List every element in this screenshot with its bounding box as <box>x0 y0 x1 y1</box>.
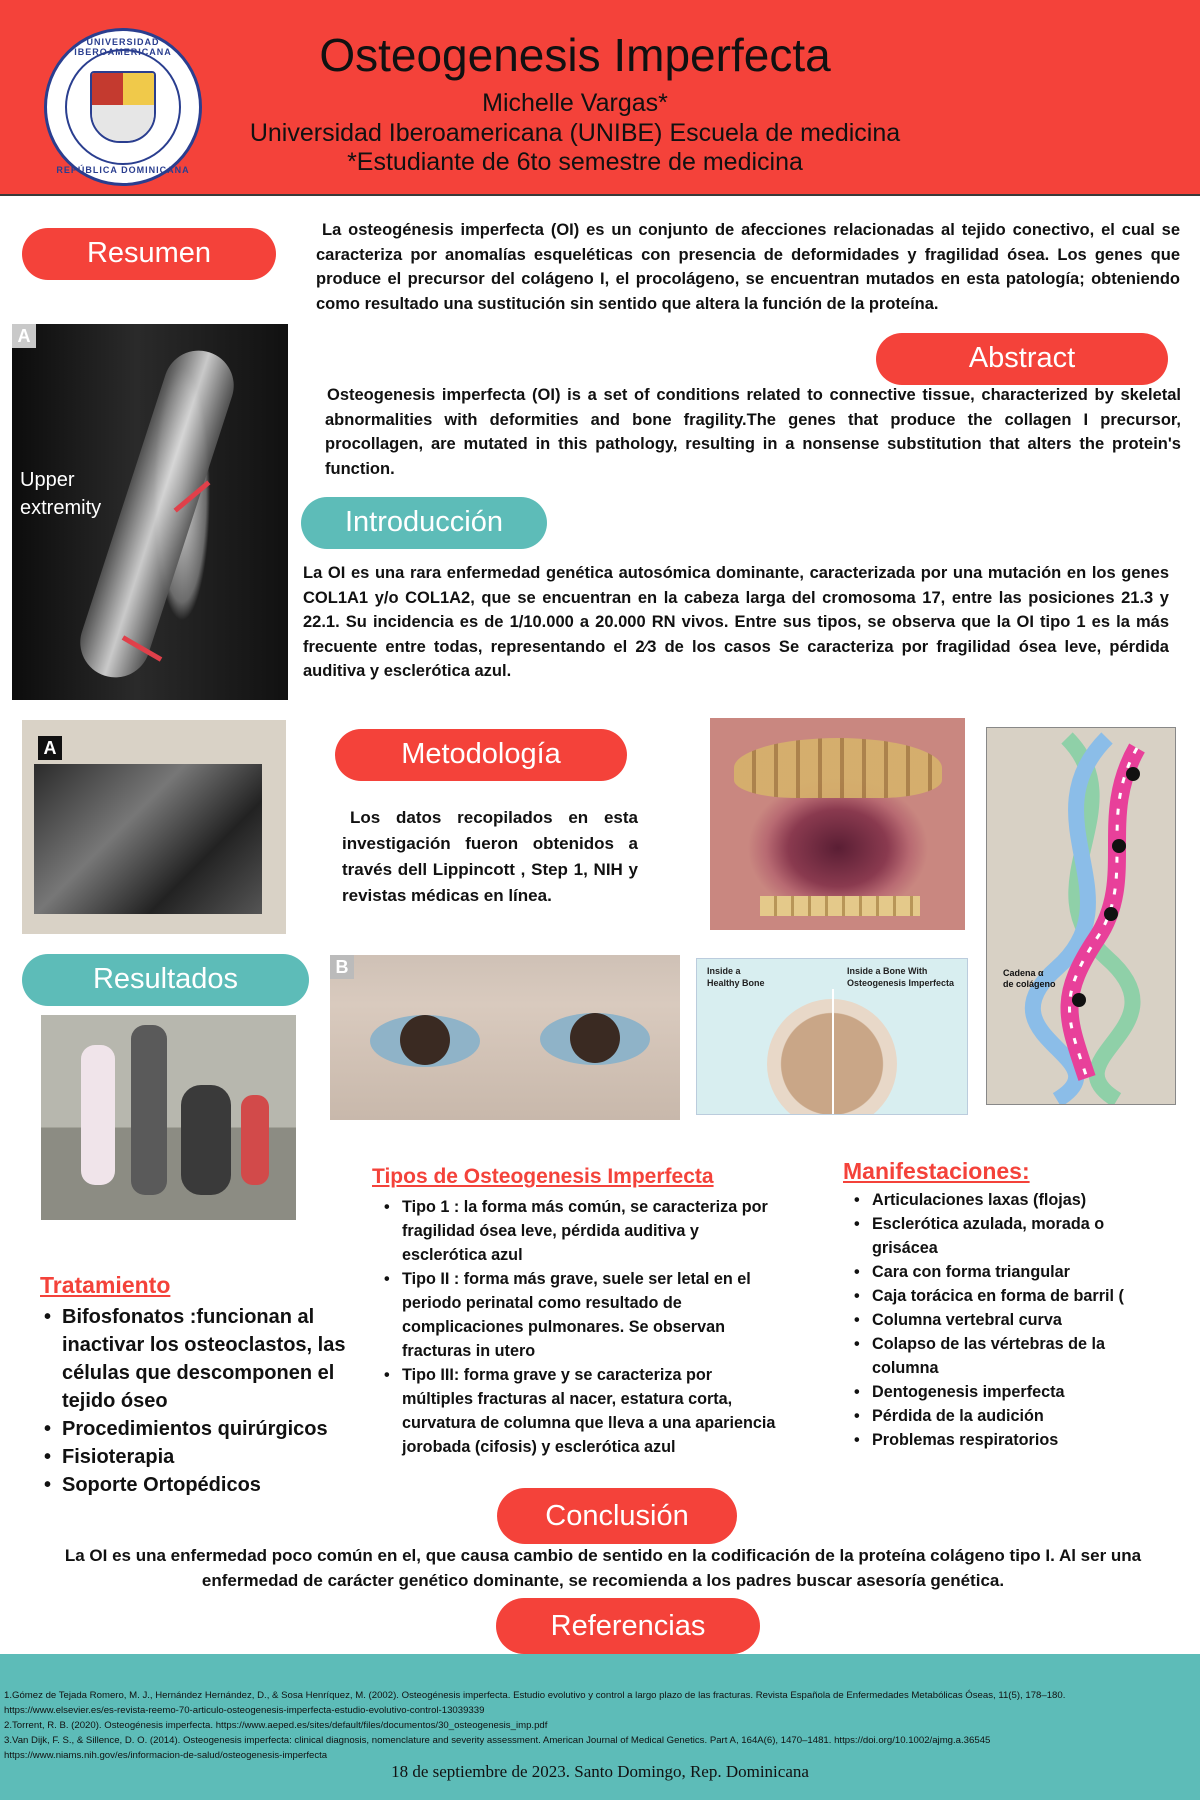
tipos-list <box>380 1195 785 1459</box>
conclusion-text: La OI es una enfermedad poco común en el, que causa cambio de sentido en la codificación de la proteína colágeno tipo I. Al ser una enfermedad de carácter genético dominante, se recomienda a los padres buscar asesoría genética. <box>64 1546 1142 1590</box>
upper-teeth <box>734 738 942 798</box>
collagen-chain-label <box>1003 968 1056 990</box>
blue-sclera-eyes-image <box>330 955 680 1120</box>
logo-top-text: UNIVERSIDAD IBEROAMERICANA <box>74 37 172 57</box>
figure-tag: A <box>12 324 36 348</box>
list-item: • Columna vertebral curva <box>850 1308 1150 1332</box>
abstract-text: Osteogenesis imperfecta (OI) is a set of conditions related to connective tissue, characterized by skeletal abnormalities with deformities and bone fragility.The genes that produce the collagen I precursor, procollagen, are mutated in this pathology, resulting in a nonsense substitution that alters the protein's function. <box>325 386 1181 478</box>
person-figure <box>131 1025 167 1195</box>
list-item: • Problemas respiratorios <box>850 1428 1150 1452</box>
introduccion-heading: Introducción <box>301 497 547 549</box>
resumen-text: La osteogénesis imperfecta (OI) es un conjunto de afecciones relacionadas al tejido conectivo, el cual se caracteriza por anomalías esqueléticas con presencia de deformidades y fragilidad ósea. Los genes que produce el precursor del colágeno I, el procolágeno, se encuentran mutados en esta patología; obteniendo como resultado una sustitución sin sentido que altera la función de la proteína. <box>316 221 1180 313</box>
list-item: • Esclerótica azulada, morada o grisácea <box>850 1212 1150 1260</box>
metodologia-text: Los datos recopilados en esta investigación fueron obtenidos a través dell Lippincott , Step 1, NIH y revistas médicas en línea. <box>342 808 638 905</box>
list-item: • Articulaciones laxas (flojas) <box>850 1188 1150 1212</box>
wheelchair-figure <box>181 1085 231 1195</box>
collagen-helix-drawing <box>987 728 1176 1105</box>
reference-line: 3.Van Dijk, F. S., & Sillence, D. O. (2014). Osteogenesis imperfecta: clinical diagnosis, nomenclature and severity assessment. American Journal of Medical Genetics. Part A, 164A(6), 1470–1481. https://doi.org/10.1002/ajmg.a.36545 <box>4 1735 991 1746</box>
bone-label-line: Healthy Bone <box>707 978 765 988</box>
list-item: • Colapso de las vértebras de la columna <box>850 1332 1150 1380</box>
person-figure <box>81 1045 115 1185</box>
reference-line: 2.Torrent, R. B. (2020). Osteogénesis imperfecta. https://www.aeped.es/sites/default/files/documentos/30_osteogenesis_imp.pdf <box>4 1720 548 1731</box>
xray-film <box>34 764 262 914</box>
references-list <box>4 1688 1194 1763</box>
collagen-label-line: Cadena α <box>1003 968 1044 978</box>
right-iris <box>570 1013 620 1063</box>
oi-bone-label <box>847 965 954 989</box>
list-item: • Dentogenesis imperfecta <box>850 1380 1150 1404</box>
xray-caption <box>20 466 101 522</box>
bone-label-line: Inside a Bone With <box>847 966 928 976</box>
list-item: • Tipo 1 : la forma más común, se caracteriza por fragilidad ósea leve, pérdida auditiva y esclerótica azul <box>380 1195 785 1267</box>
bone-label-line: Inside a <box>707 966 741 976</box>
referencias-heading: Referencias <box>496 1598 760 1654</box>
list-item: • Fisioterapia <box>40 1443 370 1471</box>
figure-tag: B <box>330 955 354 979</box>
poster-author: Michelle Vargas* <box>482 89 668 117</box>
shield-quadrant <box>92 73 123 107</box>
logo-shield <box>90 71 156 143</box>
list-item: • Procedimientos quirúrgicos <box>40 1415 370 1443</box>
divider <box>832 989 834 1115</box>
resumen-heading: Resumen <box>22 228 276 280</box>
footer-date: 18 de septiembre de 2023. Santo Domingo, Rep. Dominicana <box>391 1762 809 1781</box>
list-item: • Bifosfonatos :funcionan al inactivar los osteoclastos, las células que descomponen el tejido óseo <box>40 1303 370 1415</box>
reference-line: https://www.niams.nih.gov/es/informacion-de-salud/osteogenesis-imperfecta <box>4 1750 328 1761</box>
abstract-heading: Abstract <box>876 333 1168 385</box>
list-item: • Soporte Ortopédicos <box>40 1471 370 1499</box>
healthy-bone-label <box>707 965 765 989</box>
poster-author-note: *Estudiante de 6to semestre de medicina <box>347 148 803 176</box>
family-photo-image <box>41 1015 296 1220</box>
xray-caption-line: Upper <box>20 469 75 491</box>
collagen-label-line: de colágeno <box>1003 979 1056 989</box>
list-item: • Caja torácica en forma de barril ( <box>850 1284 1150 1308</box>
left-iris <box>400 1015 450 1065</box>
reference-line: 1.Gómez de Tejada Romero, M. J., Hernández Hernández, D., & Sosa Henríquez, M. (2002). Osteogénesis imperfecta. Estudio evolutivo y control a largo plazo de las fracturas. Revista Española de Enfermedades Metabólicas Óseas, 11(5), 178–180. <box>4 1690 1066 1701</box>
poster-affiliation: Universidad Iberoamericana (UNIBE) Escuela de medicina <box>249 119 901 147</box>
poster-title: Osteogenesis Imperfecta <box>319 29 831 81</box>
infant-xray-image <box>22 720 286 934</box>
tipos-heading: Tipos de Osteogenesis Imperfecta <box>372 1165 714 1188</box>
upper-extremity-xray-image <box>12 324 288 700</box>
bone-label-line: Osteogenesis Imperfecta <box>847 978 955 988</box>
list-item: • Tipo III: forma grave y se caracteriza por múltiples fracturas al nacer, estatura corta, curvatura de columna que lleva a una apariencia jorobada (cifosis) y esclerótica azul <box>380 1363 785 1459</box>
metodologia-heading: Metodología <box>335 729 627 781</box>
list-item: • Tipo II : forma más grave, suele ser letal en el periodo perinatal como resultado de complicaciones pulmonares. Se observan fracturas in utero <box>380 1267 785 1363</box>
child-figure <box>241 1095 269 1185</box>
figure-tag: A <box>38 736 62 760</box>
manifestaciones-list <box>850 1188 1150 1452</box>
xray-caption-line: extremity <box>20 497 102 519</box>
dentinogenesis-teeth-image <box>710 718 965 930</box>
collagen-triple-helix-image <box>986 727 1176 1105</box>
shield-base <box>92 105 154 141</box>
university-logo <box>44 28 202 186</box>
reference-line: https://www.elsevier.es/es-revista-reemo-70-articulo-osteogenesis-imperfecta-estudio-evolutivo-control-13039339 <box>4 1705 485 1716</box>
shield-quadrant <box>123 73 154 107</box>
list-item: • Cara con forma triangular <box>850 1260 1150 1284</box>
tratamiento-list <box>40 1303 370 1499</box>
logo-bottom-text: REPÚBLICA DOMINICANA <box>56 165 190 175</box>
introduccion-text: La OI es una rara enfermedad genética autosómica dominante, caracterizada por una mutación en los genes COL1A1 y/o COL1A2, que se encuentran en la cabeza larga del cromosoma 17, entre las posiciones 21.3 y 22.1. Su incidencia es de 1/10.000 a 20.000 RN vivos. Entre sus tipos, se observa que la OI tipo 1 es la más frecuente entre todas, representando el 2⁄3 de los casos Se caracteriza por fragilidad ósea leve, pérdida auditiva y esclerótica azul. <box>303 564 1169 680</box>
manifestaciones-heading: Manifestaciones: <box>843 1158 1030 1184</box>
resultados-heading: Resultados <box>22 954 309 1006</box>
list-item: • Pérdida de la audición <box>850 1404 1150 1428</box>
tratamiento-heading: Tratamiento <box>40 1272 171 1298</box>
bone-comparison-image <box>696 958 968 1115</box>
lower-teeth <box>760 896 920 916</box>
conclusion-heading: Conclusión <box>497 1488 737 1544</box>
